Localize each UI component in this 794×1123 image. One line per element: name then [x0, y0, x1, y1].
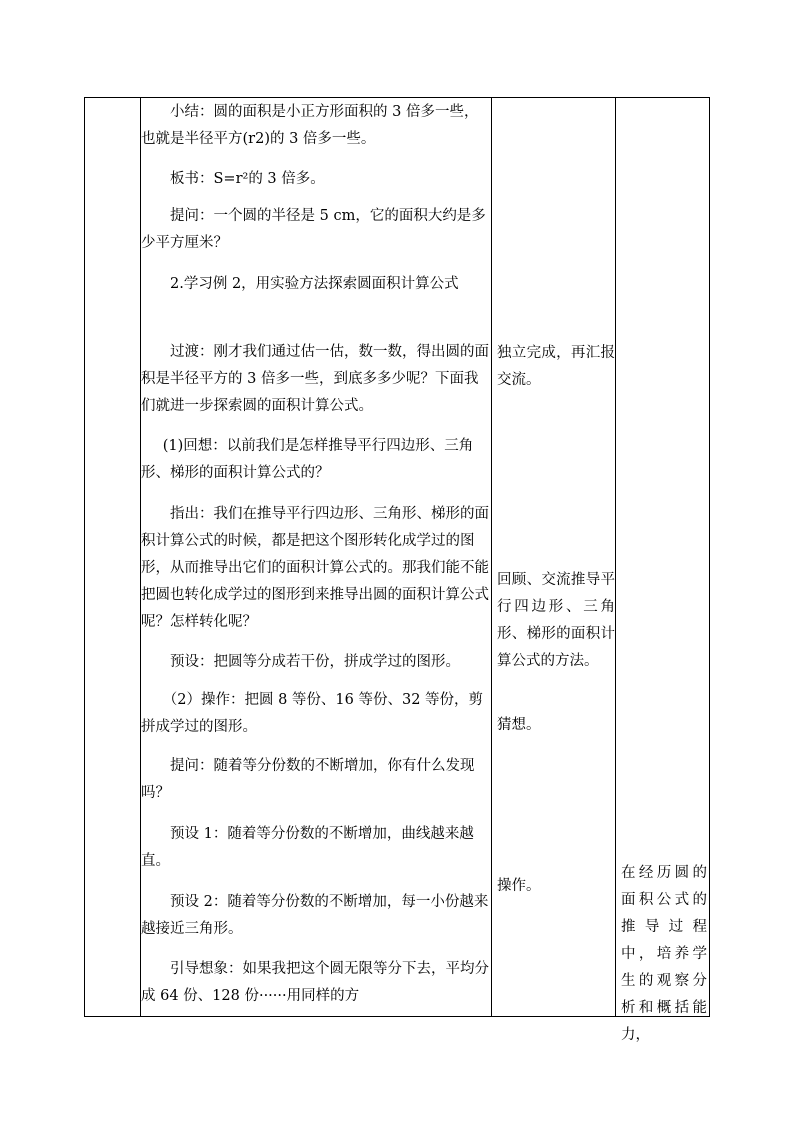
summary-paragraph: 小结：圆的面积是小正方形面积的 3 倍多一些，也就是半径平方(r2)的 3 倍多一些。	[141, 104, 479, 147]
recall-paragraph: (1)回想：以前我们是怎样推导平行四边形、三角形、梯形的面积计算公式的？	[141, 438, 474, 481]
student-activity-4: 操作。	[497, 878, 541, 894]
point-out-paragraph: 指出：我们在推导平行四边形、三角形、梯形的面积计算公式的时候，都是把这个图形转化成学过的图形，从而推导出它们的面积计算公式的。那我们能不能把圆也转化成学过的图形到来推导出圆的面积计算公式呢？怎样转化呢？	[141, 506, 489, 630]
preset-2-paragraph: 预设 2：随着等分份数的不断增加，每一小份越来越接近三角形。	[141, 894, 489, 937]
column-divider	[491, 98, 492, 1016]
question-paragraph: 提问：一个圆的半径是 5 cm，它的面积大约是多少平方厘米？	[141, 208, 486, 251]
blackboard-paragraph: 板书：S=r²的 3 倍多。	[170, 171, 325, 187]
example-heading: 2.学习例 2，用实验方法探索圆面积计算公式	[170, 276, 459, 292]
student-activity-2: 回顾、交流推导平行四边形、三角形、梯形的面积计算公式的方法。	[497, 572, 615, 669]
lesson-table	[84, 97, 710, 1043]
imagine-paragraph: 引导想象：如果我把这个圆无限等分下去，平均分成 64 份、128 份······用同样的方	[141, 961, 489, 1004]
stage-column	[85, 98, 140, 1016]
design-intent: 在经历圆的面积公式的推导过程中，培养学生的观察分析和概括能力，	[621, 865, 707, 1043]
student-activity-3: 猜想。	[497, 717, 541, 733]
preset-paragraph: 预设：把圆等分成若干份，拼成学过的图形。	[170, 654, 460, 670]
operation-paragraph: （2）操作：把圆 8 等份、16 等份、32 等份，剪拼成学过的图形。	[141, 692, 484, 735]
preset-1-paragraph: 预设 1：随着等分份数的不断增加，曲线越来越直。	[141, 826, 474, 869]
question-paragraph-2: 提问：随着等分份数的不断增加，你有什么发现吗？	[141, 758, 475, 801]
column-divider	[615, 98, 616, 1016]
transition-paragraph: 过渡：刚才我们通过估一估，数一数，得出圆的面积是半径平方的 3 倍多一些，到底多多少呢？下面我们就进一步探索圆的面积计算公式。	[141, 344, 489, 414]
student-activity-1: 独立完成，再汇报交流。	[497, 345, 615, 388]
